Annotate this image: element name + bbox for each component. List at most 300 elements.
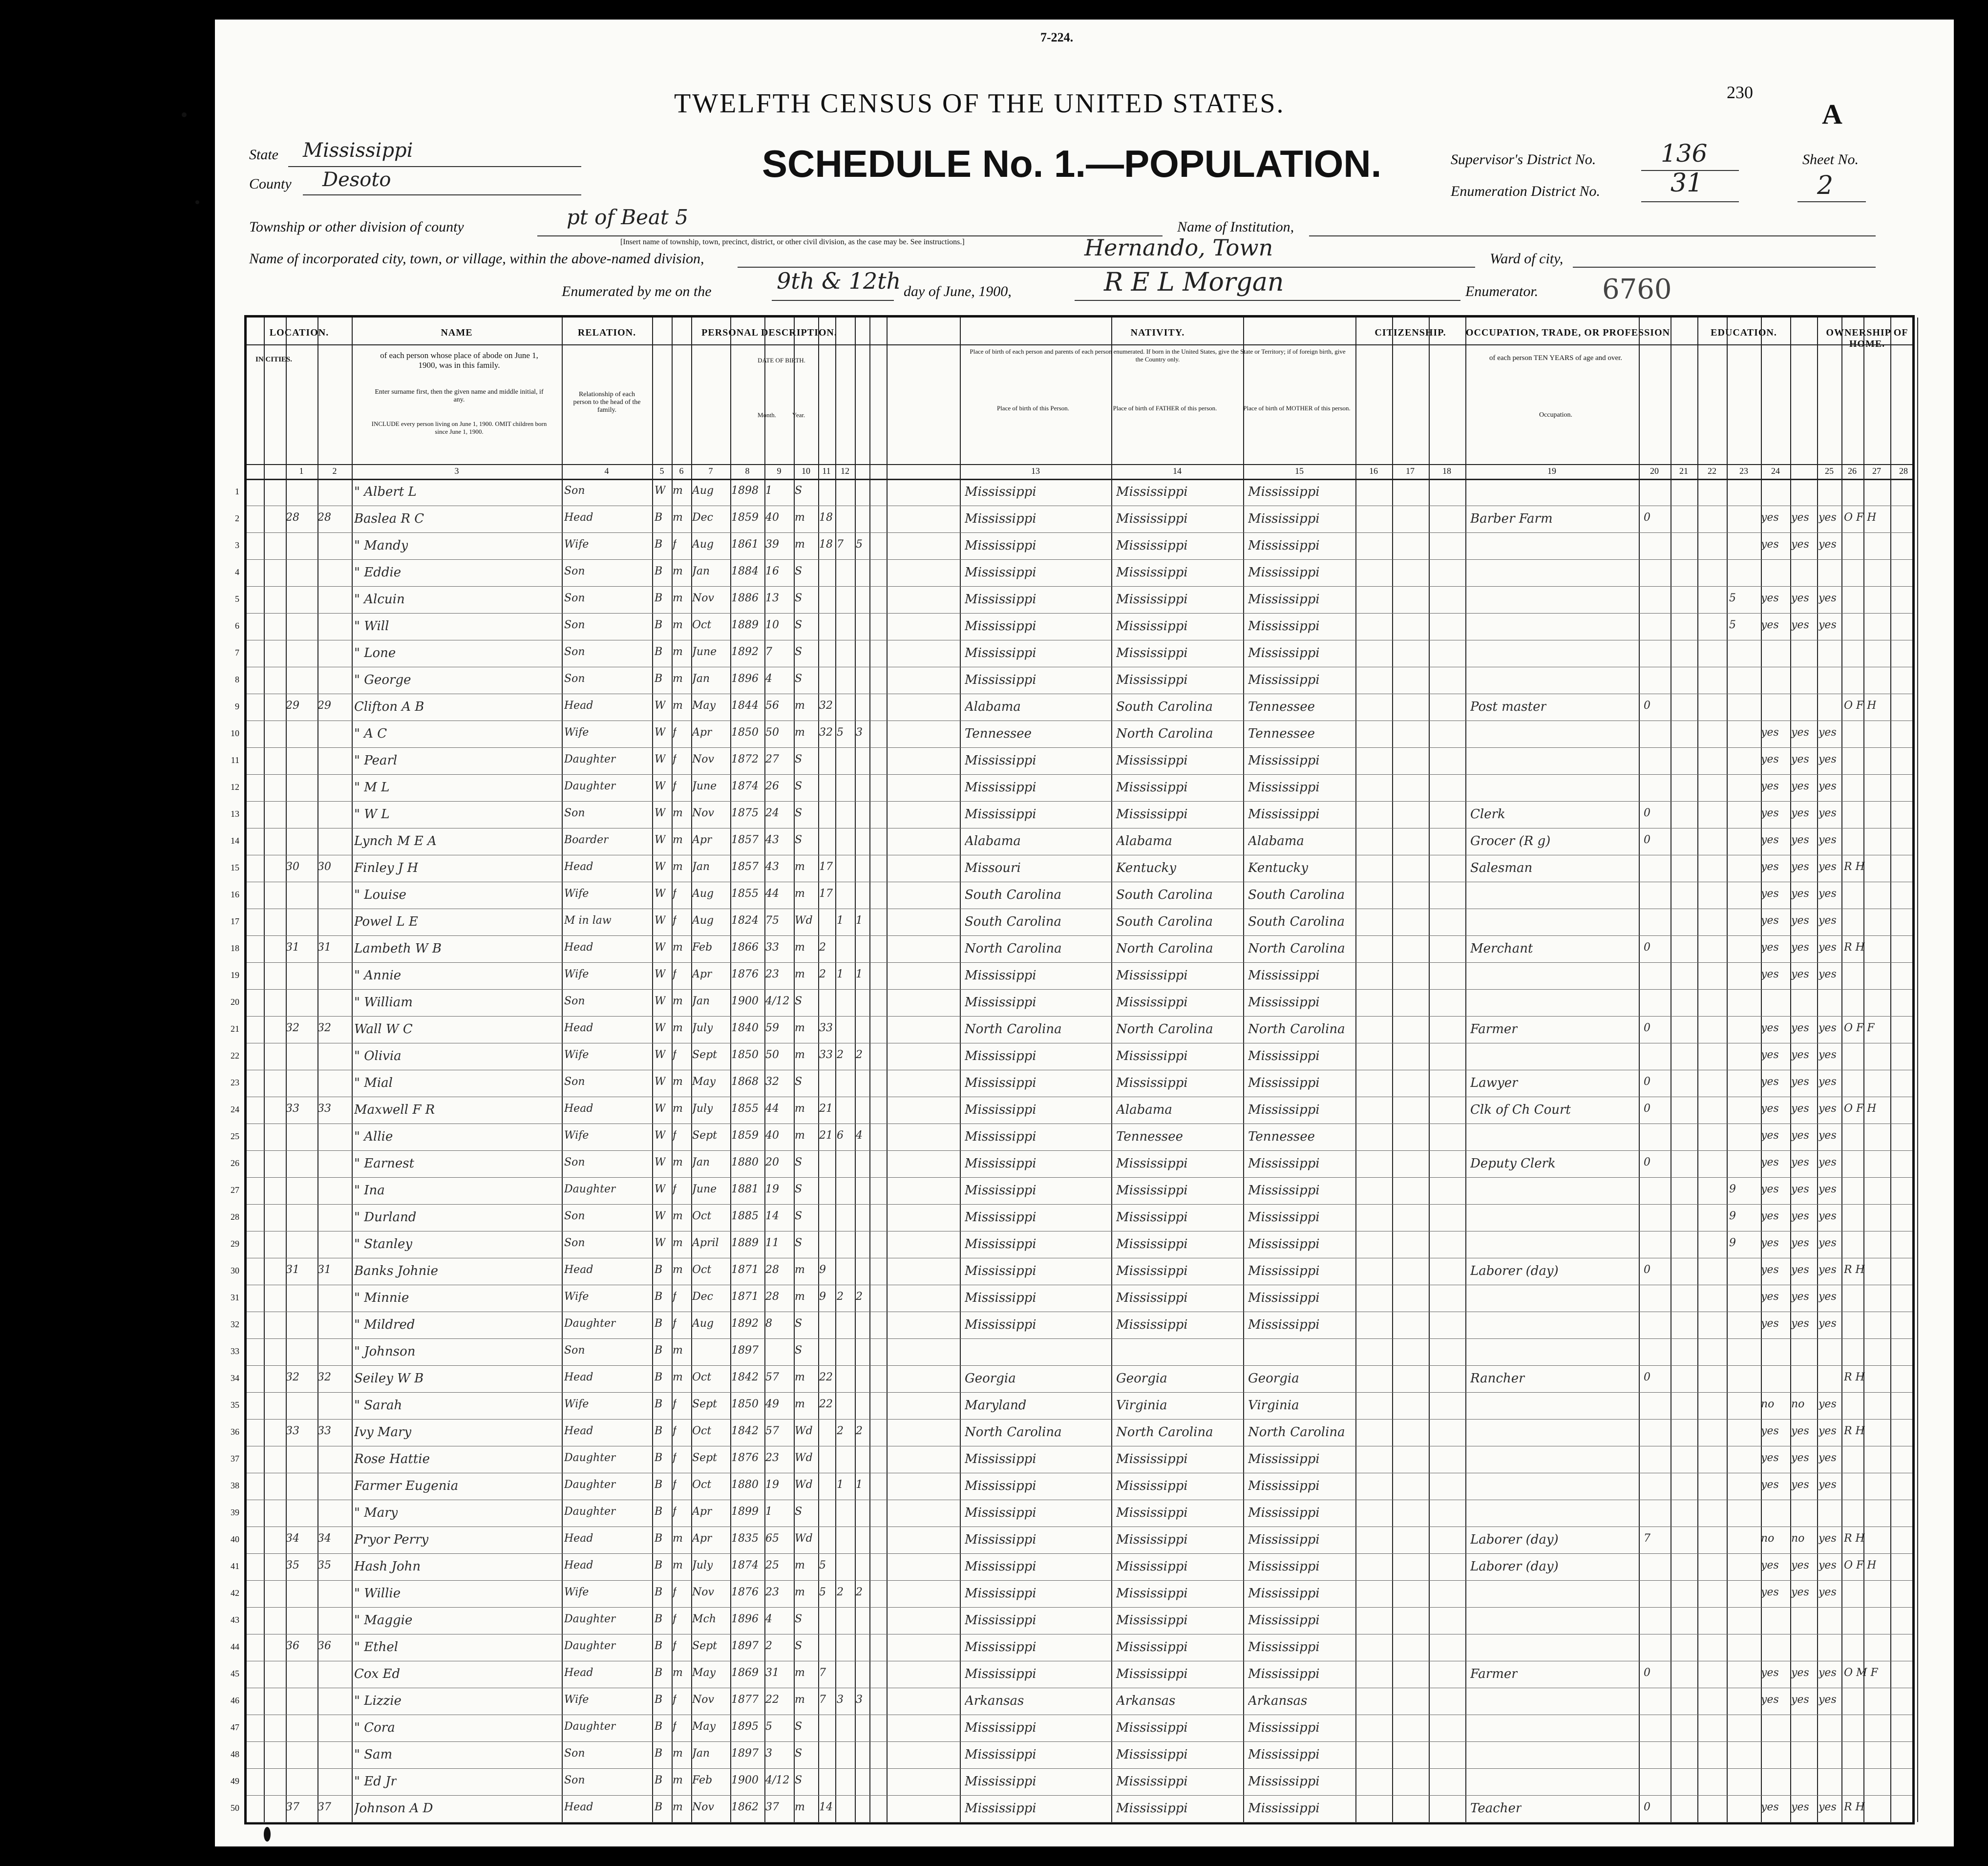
cell-age: 59 [765,1022,779,1034]
cell-color: B [655,673,663,685]
cell-write: yes [1791,753,1809,765]
cell-eng: yes [1819,968,1837,980]
cell-pob: North Carolina [965,1022,1062,1037]
cell-month: Apr [692,968,712,980]
cell-pobm: Kentucky [1248,861,1309,875]
column-number: 13 [1031,466,1040,476]
column-number: 3 [454,466,459,476]
cell-color: B [655,511,663,524]
cell-read: yes [1761,968,1779,980]
cell-ms: S [795,780,803,792]
cell-eng: yes [1819,1022,1837,1034]
name-description: of each person whose place of abode on June 1, 1900, was in this family. [380,351,538,370]
cell-year: 1886 [731,592,759,604]
county-label: County [249,176,292,192]
cell-age: 16 [765,565,779,577]
cell-eng: yes [1819,1694,1837,1706]
cell-pobm: Mississippi [1248,753,1320,768]
cell-dw: 32 [286,1371,299,1383]
cell-ms: S [795,753,803,765]
cell-sex: f [673,1398,677,1410]
cell-read: yes [1761,1667,1779,1679]
cell-pob: Mississippi [965,1156,1036,1171]
cell-color: W [655,1076,666,1088]
row-rule [247,1177,1912,1178]
cell-color: B [655,565,663,577]
row-rule [247,1607,1912,1608]
cell-name: Powel L E [354,914,418,929]
cell-name: " Louise [354,888,406,902]
cell-pobm: Arkansas [1248,1694,1308,1708]
cell-pob: Mississippi [965,1210,1036,1225]
cell-rel: Head [564,1264,593,1276]
row-number: 4 [235,567,239,577]
cell-rel: Wife [564,1291,589,1303]
cell-year: 1884 [731,565,759,577]
cell-ms: S [795,1237,803,1249]
cell-pobf: Arkansas [1116,1694,1176,1708]
column-number: 28 [1899,466,1908,476]
cell-write: yes [1791,1479,1809,1491]
cell-pobm: Mississippi [1248,646,1320,660]
cell-name: " Mial [354,1076,393,1090]
column-number: 25 [1825,466,1834,476]
enumeration-label: Enumeration District No. [1451,183,1600,199]
cell-month: Oct [692,619,712,631]
cell-age: 20 [765,1156,779,1168]
cell-ms: m [795,511,805,524]
cell-read: yes [1761,807,1779,819]
cell-age: 65 [765,1532,779,1545]
cell-fam: 34 [317,1532,331,1545]
cell-sex: f [673,780,677,792]
cell-rel: Son [564,1774,585,1786]
row-number: 41 [231,1561,239,1571]
row-rule [247,989,1912,990]
row-rule [247,774,1912,775]
cell-year: 1855 [731,888,759,900]
cell-sex: f [673,1694,677,1706]
cell-liv: 2 [856,1049,863,1061]
cell-pob: Missouri [965,861,1021,875]
cell-name: Ivy Mary [354,1425,412,1440]
cell-color: B [655,1264,663,1276]
cell-read: yes [1761,1103,1779,1115]
cell-color: W [655,888,666,900]
cell-name: " Will [354,619,389,634]
cell-color: W [655,995,666,1007]
row-number: 20 [231,997,239,1007]
cell-read: yes [1761,1801,1779,1813]
cell-write: yes [1791,1667,1809,1679]
cell-age: 4 [765,673,772,685]
cell-year: 1876 [731,968,759,980]
form-number: 7-224. [1040,30,1074,44]
cell-pob: Mississippi [965,565,1036,580]
cell-ms: m [795,861,805,873]
cell-month: Apr [692,1532,712,1545]
column-number: 14 [1173,466,1182,476]
row-rule [247,1419,1912,1420]
cell-ym: 22 [819,1371,833,1383]
row-rule [247,586,1912,587]
cell-eng: yes [1819,1667,1837,1679]
cell-pob: Mississippi [965,1667,1036,1681]
cell-fam: 36 [317,1640,331,1652]
cell-pobm: Mississippi [1248,1183,1320,1198]
cell-ym: 9 [819,1264,826,1276]
cell-year: 1872 [731,753,759,765]
cell-color: B [655,646,663,658]
cell-pobm: Alabama [1248,834,1304,848]
cell-read: yes [1761,1317,1779,1330]
cell-occ: Salesman [1470,861,1533,875]
cell-write: yes [1791,1103,1809,1115]
cell-sex: m [673,1559,683,1571]
cell-rel: Wife [564,888,589,900]
cell-age: 22 [765,1694,779,1706]
column-number: 2 [332,466,337,476]
cell-color: W [655,700,666,712]
cell-year: 1868 [731,1076,759,1088]
column-number: 24 [1771,466,1780,476]
cell-sex: f [673,1317,677,1330]
enumerated-suffix: day of June, 1900, [904,283,1012,299]
cell-rel: Head [564,1371,593,1383]
cell-sex: m [673,1801,683,1813]
cell-color: B [655,1801,663,1813]
cell-age: 4/12 [765,1774,790,1786]
cell-occ: Clerk [1470,807,1505,822]
cell-color: W [655,1237,666,1249]
cell-color: W [655,1022,666,1034]
cell-age: 2 [765,1640,772,1652]
cell-write: yes [1791,1317,1809,1330]
cell-year: 1840 [731,1022,759,1034]
cell-color: B [655,1479,663,1491]
cell-color: B [655,619,663,631]
cell-write: yes [1791,619,1809,631]
cell-rel: Daughter [564,1640,616,1652]
cell-dw: 33 [286,1425,299,1437]
cell-sex: m [673,700,683,712]
cell-dw: 29 [286,700,299,712]
cell-ms: S [795,1183,803,1195]
cell-fam: 28 [317,511,331,524]
cell-name: " Albert L [354,485,417,499]
cell-pobm: South Carolina [1248,914,1345,929]
cell-rel: Wife [564,1694,589,1706]
cell-pobf: Kentucky [1116,861,1177,875]
cell-pob: Mississippi [965,485,1036,499]
cell-name: Wall W C [354,1022,413,1037]
row-number: 37 [231,1454,239,1463]
cell-sch: 9 [1729,1237,1736,1249]
cell-ym: 33 [819,1022,833,1034]
cell-mo: 0 [1644,1076,1650,1088]
cell-ms: S [795,485,803,497]
cell-color: W [655,861,666,873]
cell-write: yes [1791,1076,1809,1088]
cell-age: 19 [765,1479,779,1491]
row-number: 25 [231,1131,239,1141]
cell-color: W [655,485,666,497]
cell-ms: m [795,1559,805,1571]
cell-sex: m [673,1156,683,1168]
cell-pobm: Mississippi [1248,619,1320,634]
cell-month: July [692,1022,713,1034]
cell-ym: 18 [819,538,833,551]
cell-year: 1881 [731,1183,759,1195]
cell-ms: m [795,1586,805,1598]
cell-year: 1855 [731,1103,759,1115]
cell-fam: 35 [317,1559,331,1571]
cell-color: B [655,1506,663,1518]
row-number: 45 [231,1669,239,1678]
cell-born: 7 [837,538,844,551]
cell-sex: m [673,565,683,577]
cell-month: Aug [692,485,714,497]
cell-year: 1842 [731,1371,759,1383]
cell-ym: 9 [819,1291,826,1303]
cell-pobf: Mississippi [1116,565,1188,580]
row-number: 21 [231,1024,239,1034]
cell-write: yes [1791,807,1809,819]
cell-rel: Daughter [564,1479,616,1491]
cell-age: 50 [765,726,779,739]
cell-color: B [655,1613,663,1625]
cell-occ: Rancher [1470,1371,1525,1386]
cell-write: yes [1791,1156,1809,1168]
cell-dw: 34 [286,1532,299,1545]
cell-color: W [655,914,666,927]
township-label: Township or other division of county [249,219,464,235]
cell-occ: Post master [1470,700,1546,714]
group-occupation: OCCUPATION, TRADE, OR PROFESSION [1465,327,1671,338]
cell-pobf: North Carolina [1116,941,1213,956]
cell-mo: 0 [1644,1022,1650,1034]
cell-eng: yes [1819,941,1837,954]
cell-month: May [692,1720,716,1733]
cell-write: yes [1791,914,1809,927]
cell-pobm: North Carolina [1248,941,1345,956]
cell-dw: 33 [286,1103,299,1115]
cell-month: Aug [692,914,714,927]
column-number: 27 [1872,466,1881,476]
cell-ms: m [795,1694,805,1706]
group-personal: PERSONAL DESCRIPTION. [701,327,837,338]
cell-color: B [655,1398,663,1410]
cell-write: yes [1791,1049,1809,1061]
scan-speck [182,112,187,117]
cell-pob: Mississippi [965,1183,1036,1198]
cell-ms: m [795,888,805,900]
cell-eng: yes [1819,888,1837,900]
cell-write: yes [1791,1452,1809,1464]
cell-pob: Mississippi [965,1129,1036,1144]
cell-rel: Head [564,1532,593,1545]
cell-sex: f [673,1640,677,1652]
cell-read: yes [1761,1452,1779,1464]
cell-name: " Ed Jr [354,1774,397,1789]
cell-ms: S [795,565,803,577]
cell-pob: Mississippi [965,807,1036,822]
cell-read: yes [1761,1049,1779,1061]
cell-rel: Son [564,619,585,631]
cell-pobm: Mississippi [1248,592,1320,607]
cell-pobm: North Carolina [1248,1022,1345,1037]
group-name: NAME [441,327,473,338]
cell-month: May [692,1667,716,1679]
column-number: 15 [1295,466,1304,476]
column-number: 22 [1708,466,1716,476]
cell-year: 1859 [731,1129,759,1142]
cell-name: " Maggie [354,1613,413,1628]
cell-born: 1 [837,914,844,927]
cell-ms: S [795,592,803,604]
cell-ms: Wd [795,1425,813,1437]
cell-rel: Son [564,995,585,1007]
cell-pobf: Mississippi [1116,511,1188,526]
cell-eng: yes [1819,1317,1837,1330]
cell-pob: Mississippi [965,1613,1036,1628]
cell-age: 31 [765,1667,779,1679]
pob-mother-label: Place of birth of MOTHER of this person. [1243,404,1351,412]
cell-pobm: Mississippi [1248,1049,1320,1063]
cell-pob: Mississippi [965,511,1036,526]
row-rule [247,801,1912,802]
cell-pobm: Mississippi [1248,1237,1320,1251]
cell-fam: 31 [317,941,331,954]
cell-year: 1889 [731,619,759,631]
cell-born: 6 [837,1129,844,1142]
group-relation: RELATION. [577,327,636,338]
cell-pob: Mississippi [965,1640,1036,1654]
institution-label: Name of Institution, [1177,219,1294,235]
cell-color: B [655,1532,663,1545]
cell-year: 1880 [731,1479,759,1491]
cell-eng: yes [1819,1129,1837,1142]
cell-own: R H [1844,1425,1865,1437]
cell-pobf: Mississippi [1116,1291,1188,1305]
group-location: LOCATION. [269,327,329,338]
cell-age: 28 [765,1264,779,1276]
cell-year: 1835 [731,1532,759,1545]
nativity-description: Place of birth of each person and parents of each person enumerated. If born in the United States, give the State or Territory; if of foreign birth, give the Country only. [970,348,1346,363]
cell-sex: f [673,1720,677,1733]
cell-color: B [655,1747,663,1760]
cell-ms: Wd [795,1452,813,1464]
month-label: Month. [758,411,776,419]
cell-rel: M in law [564,914,612,927]
cell-read: yes [1761,1183,1779,1195]
cell-name: " Mary [354,1506,398,1520]
cell-name: Johnson A D [354,1801,433,1816]
column-number: 9 [777,466,782,476]
cell-month: Jan [692,1747,710,1760]
cell-write: yes [1791,726,1809,739]
birth-label: DATE OF BIRTH. [758,357,805,364]
cell-pobm: Mississippi [1248,1103,1320,1117]
cell-year: 1877 [731,1694,759,1706]
cell-pob: Mississippi [965,1801,1036,1816]
cell-ms: S [795,1344,803,1357]
cell-read: no [1761,1532,1775,1545]
cell-name: Maxwell F R [354,1103,435,1117]
row-rule [247,1768,1912,1769]
row-rule [247,1580,1912,1581]
cell-month: June [692,646,717,658]
column-number: 5 [659,466,664,476]
cell-write: yes [1791,1210,1809,1222]
cell-pob: Mississippi [965,646,1036,660]
cell-occ: Barber Farm [1470,511,1553,526]
ward-label: Ward of city, [1490,251,1564,267]
township-note: [Insert name of township, town, precinct, district, or other civil division, as the case may be. See instructions.] [620,238,965,246]
cell-sex: f [673,1479,677,1491]
cell-year: 1876 [731,1586,759,1598]
cell-read: yes [1761,780,1779,792]
row-number: 24 [231,1104,239,1114]
cell-dw: 31 [286,1264,299,1276]
cell-eng: yes [1819,538,1837,551]
cell-write: yes [1791,1425,1809,1437]
cell-year: 1876 [731,1452,759,1464]
cell-sex: m [673,1022,683,1034]
cell-sex: f [673,1425,677,1437]
cell-write: yes [1791,1183,1809,1195]
cell-pobf: Mississippi [1116,485,1188,499]
cell-pob: Mississippi [965,780,1036,795]
cell-color: B [655,1586,663,1598]
cell-color: W [655,753,666,765]
cell-read: yes [1761,753,1779,765]
cell-sex: m [673,1774,683,1786]
row-number: 39 [231,1507,239,1517]
row-number: 36 [231,1427,239,1437]
cell-year: 1866 [731,941,759,954]
cell-pob: Mississippi [965,1317,1036,1332]
scan-speck [195,200,199,204]
cell-year: 1892 [731,646,759,658]
cell-pobm: Mississippi [1248,1264,1320,1278]
row-number: 34 [231,1373,239,1383]
cell-year: 1897 [731,1640,759,1652]
cell-own: R H [1844,1264,1865,1276]
sheet-letter: A [1822,98,1842,130]
row-number: 22 [231,1051,239,1060]
column-number: 1 [299,466,304,476]
column-number: 23 [1739,466,1748,476]
cell-ym: 18 [819,511,833,524]
cell-ms: S [795,995,803,1007]
cell-ms: S [795,673,803,685]
cell-own: O F H [1844,1103,1877,1115]
cell-month: Oct [692,1479,712,1491]
cell-pob: Arkansas [965,1694,1024,1708]
cell-eng: yes [1819,780,1837,792]
cell-sch: 9 [1729,1183,1736,1195]
cell-dw: 28 [286,511,299,524]
column-number: 4 [604,466,609,476]
cell-eng: yes [1819,1452,1837,1464]
township-value: pt of Beat 5 [567,205,689,229]
cell-month: Oct [692,1425,712,1437]
cell-year: 1895 [731,1720,759,1733]
row-number: 42 [231,1588,239,1598]
cell-read: yes [1761,1022,1779,1034]
cell-read: yes [1761,1694,1779,1706]
